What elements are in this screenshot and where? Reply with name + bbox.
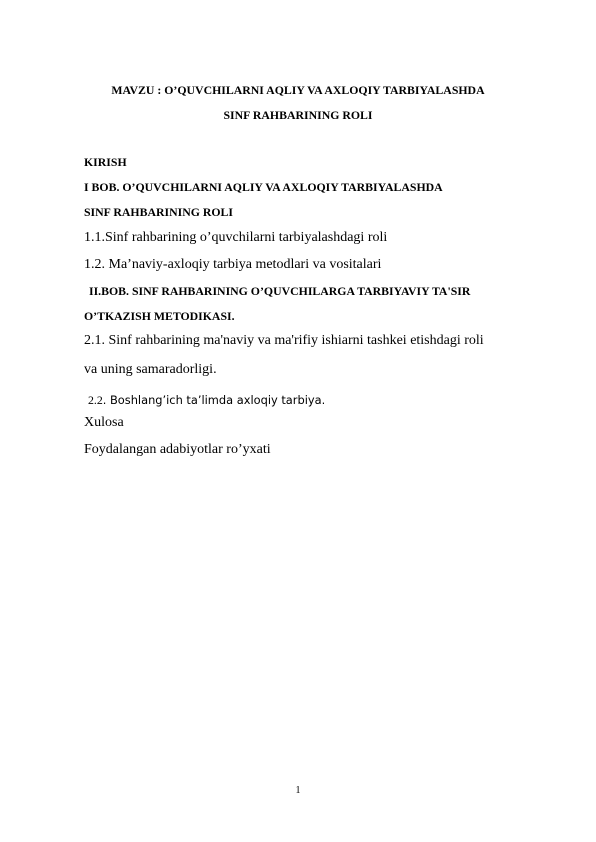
toc-bob1-title-line-2: SINF RAHBARINING ROLI [84, 205, 234, 219]
toc-item-2-2-text: . Boshlang’ich ta’limda axloqiy tarbiya. [102, 393, 326, 407]
toc-item-1-1: 1.1.Sinf rahbarining o’quvchilarni tarbiyalashdagi roli [84, 230, 388, 245]
toc-bob2-title-line-1: II.BOB. SINF RAHBARINING O’QUVCHILARGA TARBIYAVIY TA'SIR [89, 284, 471, 298]
toc-adabiyotlar: Foydalangan adabiyotlar ro’yxati [84, 442, 271, 457]
toc-bob1-title-line-1: I BOB. O’QUVCHILARNI AQLIY VA AXLOQIY TARBIYALASHDA [84, 180, 443, 194]
toc-item-2-2 [88, 392, 325, 408]
toc-item-2-2-number: 2.2 [88, 393, 103, 407]
toc-item-2-1-line-2: va uning samaradorligi. [84, 362, 217, 377]
page-number: 1 [295, 785, 301, 796]
toc-item-1-2: 1.2. Ma’naviy-axloqiy tarbiya metodlari va vositalari [84, 257, 382, 272]
toc-xulosa: Xulosa [84, 415, 124, 430]
document-title-line-2: SINF RAHBARINING ROLI [223, 108, 373, 122]
toc-item-2-1-line-1: 2.1. Sinf rahbarining ma'naviy va ma'rifiy ishiarni tashkei etishdagi roli [84, 333, 484, 348]
toc-kirish: KIRISH [84, 155, 127, 169]
toc-bob2-title-line-2: O’TKAZISH METODIKASI. [84, 309, 235, 323]
document-title-line-1: MAVZU : O’QUVCHILARNI AQLIY VA AXLOQIY TARBIYALASHDA [111, 83, 485, 97]
